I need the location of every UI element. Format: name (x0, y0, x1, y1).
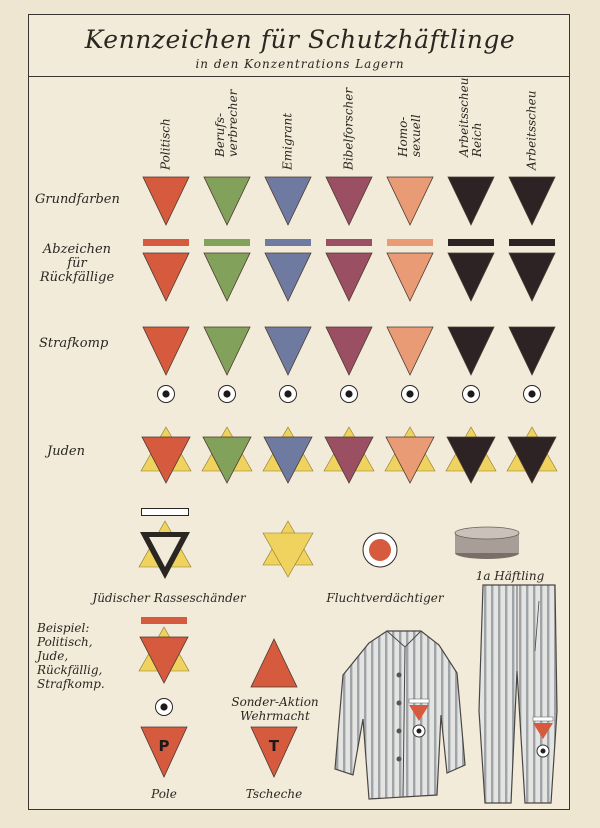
haeftling-label: 1a Häftling (475, 569, 545, 583)
beispiel-bar (141, 617, 187, 624)
triangle-strafkomp-arbeitsscheu (509, 327, 555, 375)
rasseschaender-star-icon (139, 521, 191, 579)
column-header-arbeitsscheu-reich: Arbeitsscheu Reich (457, 77, 484, 157)
pole-label: Pole (151, 787, 177, 801)
star-juden-arbeitsscheu (507, 427, 557, 483)
pole-triangle-icon (141, 727, 187, 777)
flucht-circle-icon (362, 532, 398, 568)
svg-text:P: P (158, 737, 170, 755)
beispiel-label: Beispiel: Politisch, Jude, Rückfällig, Strafkomp. (37, 621, 105, 691)
bar-rueckfaellige-arbeitsscheu (509, 239, 555, 246)
prisoner-trousers-illustration (477, 581, 559, 807)
bar-rueckfaellige-bibelforscher (326, 239, 372, 246)
beispiel-dot-icon (155, 698, 173, 716)
sonder-triangle-icon (251, 639, 297, 687)
strafkomp-dot-berufsverbrecher (218, 385, 236, 403)
strafkomp-dot-homosexuell (401, 385, 419, 403)
triangle-strafkomp-arbeitsscheu-reich (448, 327, 494, 375)
chart-frame (28, 14, 570, 810)
bar-rueckfaellige-berufsverbrecher (204, 239, 250, 246)
row-label-rueckfaellige: Abzeichen für Rückfällige (39, 242, 115, 285)
armband-icon (453, 527, 521, 559)
triangle-strafkomp-emigrant (265, 327, 311, 375)
triangle-grundfarben-bibelforscher (326, 177, 372, 225)
star-juden-berufsverbrecher (202, 427, 252, 483)
column-header-bibelforscher: Bibelforscher (341, 87, 356, 170)
triangle-strafkomp-bibelforscher (326, 327, 372, 375)
row-label-grundfarben: Grundfarben (35, 192, 120, 207)
row-label-strafkomp: Strafkomp (39, 336, 109, 351)
tscheche-triangle-icon (251, 727, 297, 777)
triangle-rueckfaellige-arbeitsscheu-reich (448, 253, 494, 301)
star-juden-politisch (141, 427, 191, 483)
triangle-rueckfaellige-berufsverbrecher (204, 253, 250, 301)
bar-rueckfaellige-arbeitsscheu-reich (448, 239, 494, 246)
column-header-berufsverbrecher: Berufs- verbrecher (213, 89, 240, 157)
strafkomp-dot-arbeitsscheu (523, 385, 541, 403)
column-header-homosexuell: Homo- sexuell (396, 114, 423, 157)
bar-rueckfaellige-emigrant (265, 239, 311, 246)
triangle-rueckfaellige-homosexuell (387, 253, 433, 301)
triangle-grundfarben-arbeitsscheu-reich (448, 177, 494, 225)
strafkomp-dot-politisch (157, 385, 175, 403)
triangle-grundfarben-berufsverbrecher (204, 177, 250, 225)
triangle-grundfarben-arbeitsscheu (509, 177, 555, 225)
bar-rueckfaellige-politisch (143, 239, 189, 246)
strafkomp-dot-arbeitsscheu-reich (462, 385, 480, 403)
column-header-politisch: Politisch (158, 118, 173, 170)
triangle-rueckfaellige-emigrant (265, 253, 311, 301)
rasseschaender-label: Jüdischer Rasseschänder (92, 591, 246, 605)
row-label-juden: Juden (47, 444, 85, 459)
rasseschaender-bar (141, 508, 189, 516)
triangle-grundfarben-emigrant (265, 177, 311, 225)
column-header-arbeitsscheu: Arbeitsscheu (524, 90, 539, 170)
star-juden-emigrant (263, 427, 313, 483)
strafkomp-dot-bibelforscher (340, 385, 358, 403)
star-juden-homosexuell (385, 427, 435, 483)
triangle-strafkomp-homosexuell (387, 327, 433, 375)
triangle-strafkomp-berufsverbrecher (204, 327, 250, 375)
triangle-grundfarben-politisch (143, 177, 189, 225)
strafkomp-dot-emigrant (279, 385, 297, 403)
triangle-rueckfaellige-politisch (143, 253, 189, 301)
beispiel-star-icon (139, 627, 189, 683)
triangle-grundfarben-homosexuell (387, 177, 433, 225)
column-header-emigrant: Emigrant (280, 112, 295, 170)
flucht-label: Fluchtverdächtiger (326, 591, 444, 605)
star-juden-bibelforscher (324, 427, 374, 483)
page-subtitle: in den Konzentrations Lagern (195, 57, 405, 71)
triangle-rueckfaellige-arbeitsscheu (509, 253, 555, 301)
tscheche-label: Tscheche (245, 787, 303, 801)
star-juden-arbeitsscheu-reich (446, 427, 496, 483)
prisoner-jacket-illustration (329, 615, 469, 805)
svg-text:T: T (268, 737, 280, 755)
triangle-rueckfaellige-bibelforscher (326, 253, 372, 301)
title-divider (29, 76, 569, 77)
bar-rueckfaellige-homosexuell (387, 239, 433, 246)
triangle-strafkomp-politisch (143, 327, 189, 375)
page-title: Kennzeichen für Schutzhäftlinge (84, 25, 516, 54)
jude-star-icon (263, 521, 313, 577)
sonder-label: Sonder-Aktion Wehrmacht (231, 695, 319, 723)
